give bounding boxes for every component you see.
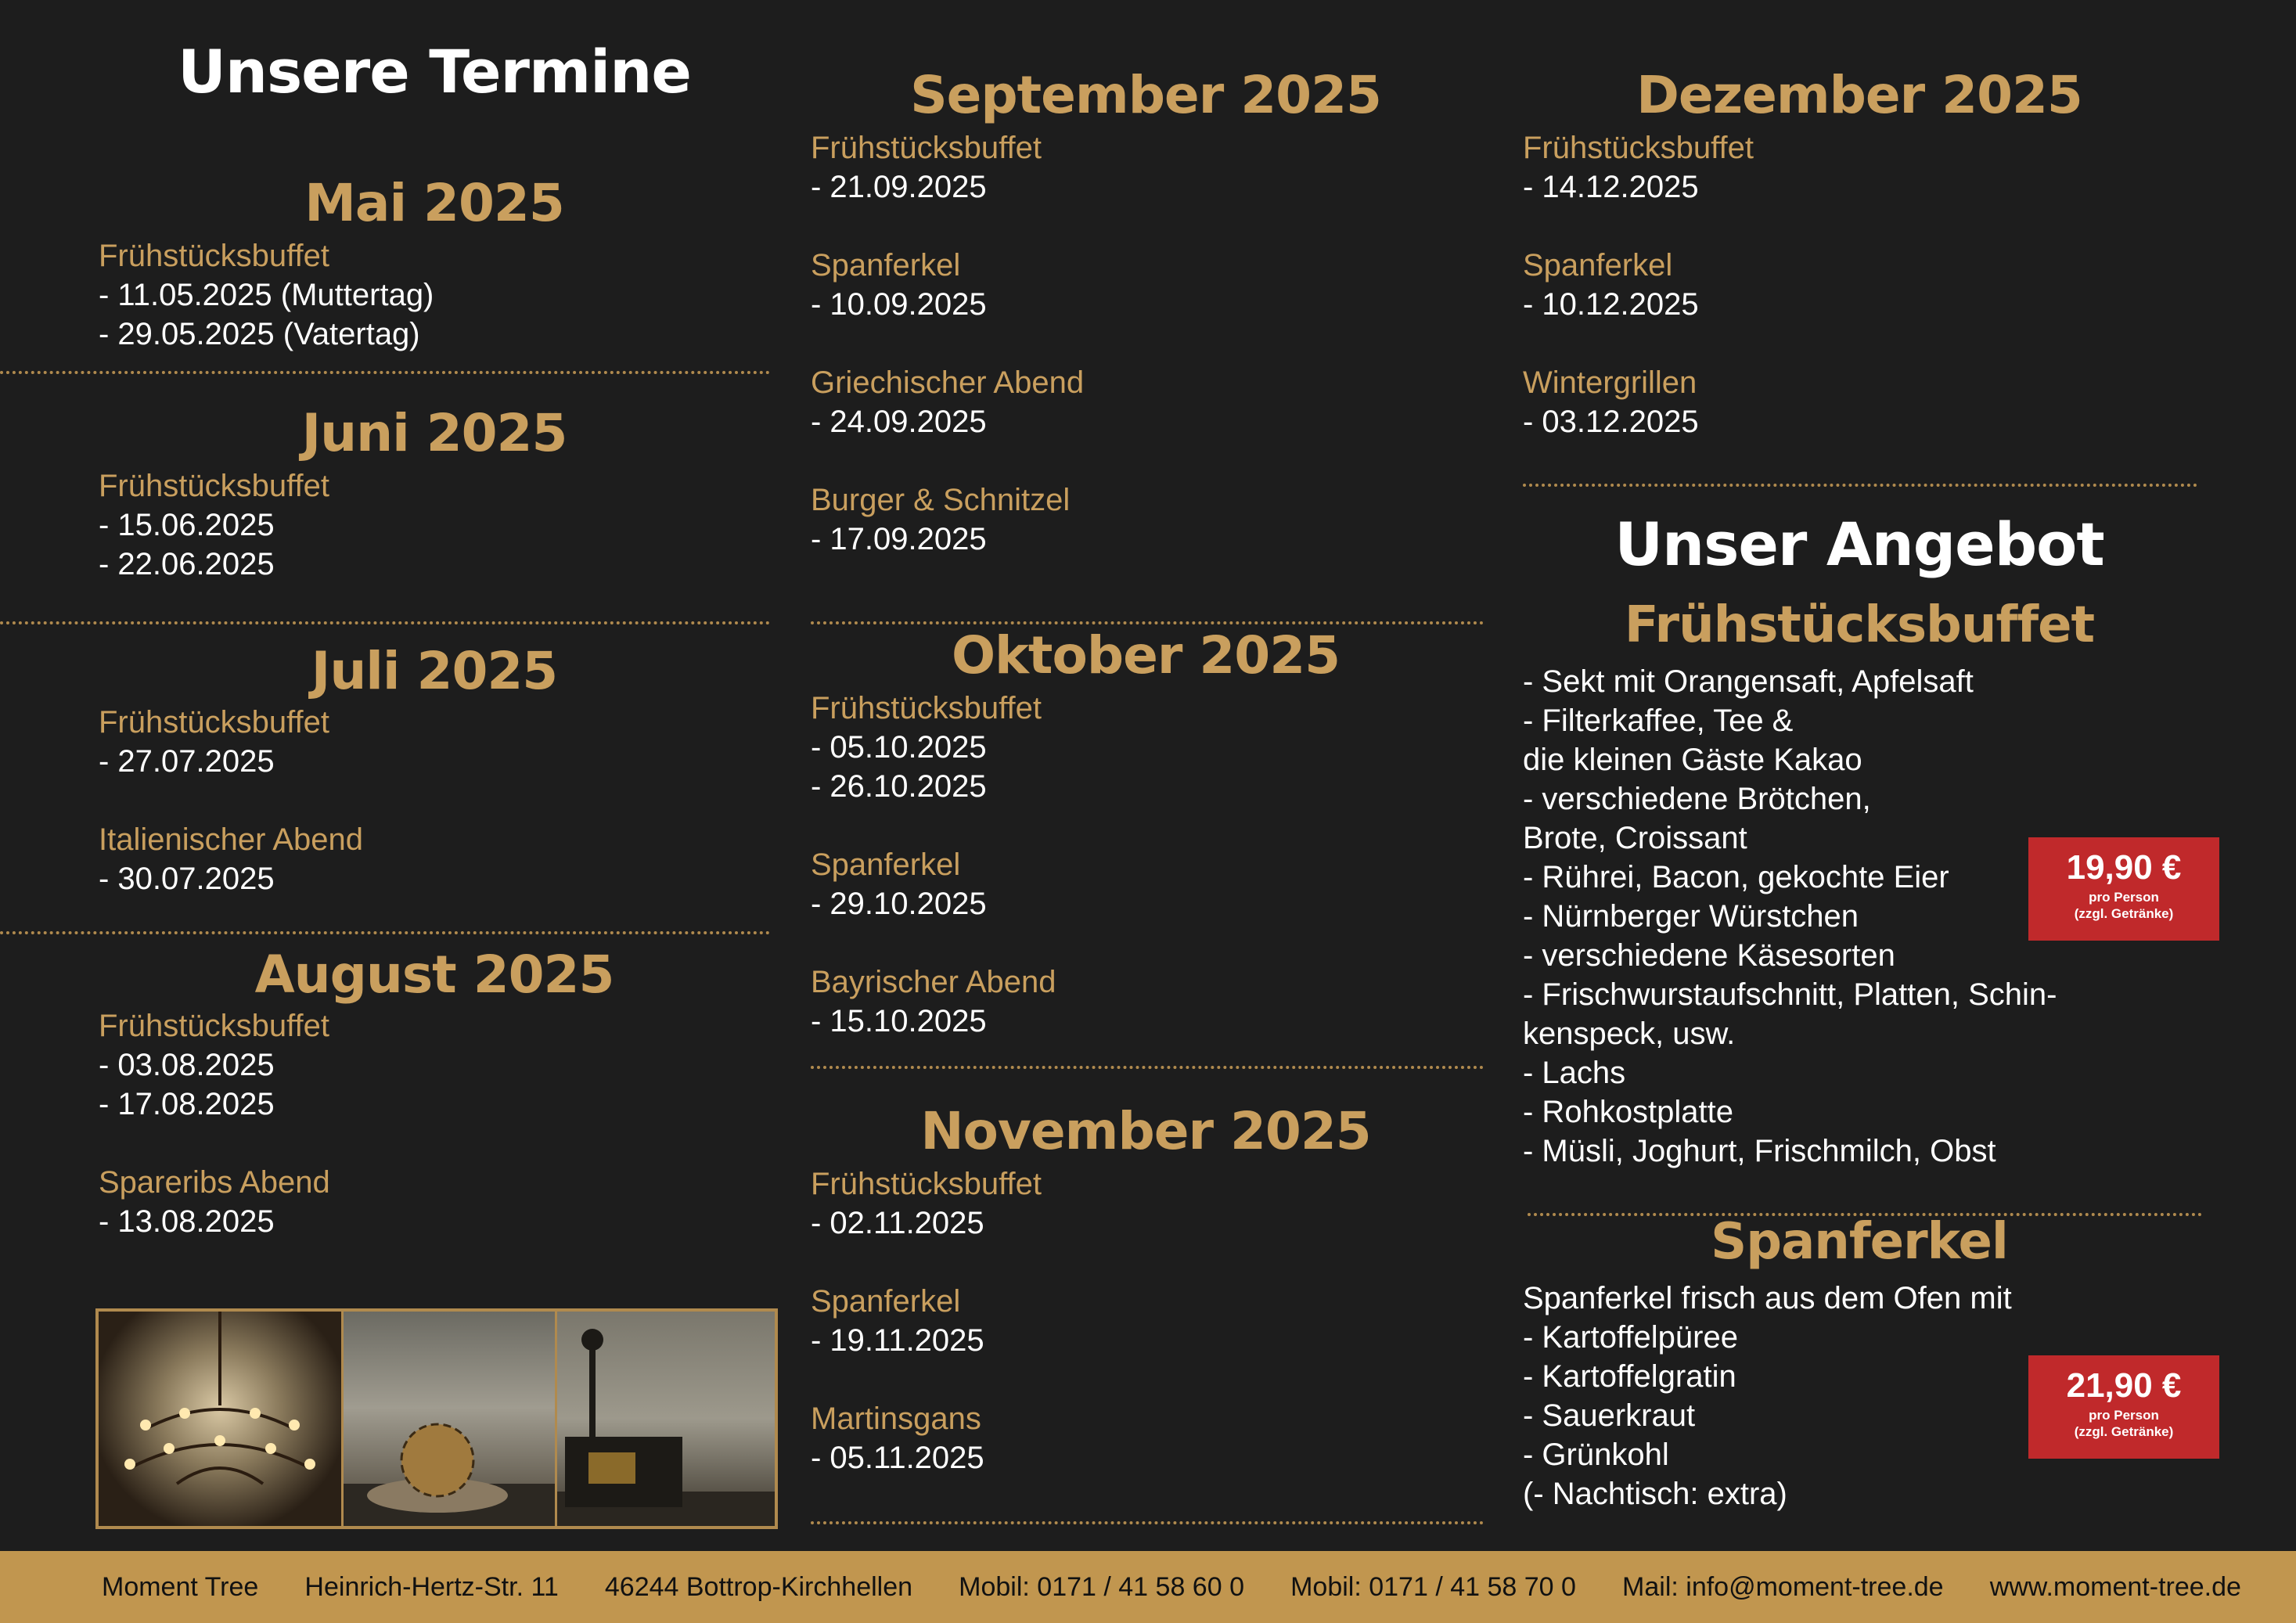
month-title: November 2025 [920, 1101, 1371, 1161]
list-item: - Müsli, Joghurt, Frischmilch, Obst [1523, 1134, 1996, 1168]
event-name: Frühstücksbuffet [1523, 131, 1754, 165]
event-date: - 03.12.2025 [1523, 405, 1699, 439]
event [811, 689, 1056, 806]
list-item: - Sekt mit Orangensaft, Apfelsaft [1523, 664, 1974, 699]
event-name: Frühstücksbuffet [99, 239, 329, 273]
footer-email[interactable]: Mail: info@moment-tree.de [1622, 1571, 1944, 1602]
list-item: - Frischwurstaufschnitt, Platten, Schin- [1523, 977, 2057, 1012]
decor-ball-icon [344, 1312, 555, 1526]
event [811, 363, 1084, 441]
month-oktober [811, 625, 1481, 686]
event-name: Spanferkel [811, 248, 961, 282]
month-oktober-events [811, 689, 1056, 1041]
event [99, 703, 363, 781]
page-title: Unsere Termine [178, 37, 691, 106]
event-date: - 10.09.2025 [811, 287, 987, 322]
month-september-events [811, 128, 1084, 559]
event-name: Burger & Schnitzel [811, 483, 1071, 517]
event-date: - 05.11.2025 [811, 1441, 984, 1475]
event [811, 1164, 1042, 1243]
month-august [0, 947, 869, 1004]
month-title: Dezember 2025 [1636, 65, 2082, 125]
offer-fruehstueck-title: Frühstücksbuffet [1624, 596, 2095, 654]
footer-street: Heinrich-Hertz-Str. 11 [304, 1571, 559, 1602]
footer-business-name: Moment Tree [102, 1571, 259, 1602]
month-juli [0, 643, 869, 700]
event-name: Frühstücksbuffet [99, 705, 329, 740]
month-juni [0, 405, 869, 462]
event-date: - 17.09.2025 [811, 522, 987, 556]
event-name: Bayrischer Abend [811, 965, 1056, 999]
month-juni-events [0, 466, 329, 584]
offer-spanferkel-title: Spanferkel [1711, 1213, 2008, 1271]
list-item: - verschiedene Käsesorten [1523, 938, 1895, 973]
event-date: - 05.10.2025 [811, 730, 987, 765]
list-item: Spanferkel frisch aus dem Ofen mit [1523, 1281, 2012, 1315]
event-date: - 29.05.2025 (Vatertag) [99, 317, 420, 351]
price-amount: 21,90 € [2066, 1366, 2182, 1405]
event-date: - 15.10.2025 [811, 1004, 987, 1038]
event [811, 480, 1084, 559]
offer-title: Unser Angebot [1614, 509, 2104, 579]
event-date: - 26.10.2025 [811, 769, 987, 804]
event-name: Spanferkel [1523, 248, 1673, 282]
event-date: - 02.11.2025 [811, 1206, 984, 1240]
list-item: - Kartoffelpüree [1523, 1320, 1738, 1355]
price-note: (zzgl. Getränke) [2074, 1424, 2174, 1439]
event [811, 845, 1056, 923]
month-mai-events [0, 236, 434, 354]
divider [0, 931, 770, 934]
event-name: Spanferkel [811, 1284, 961, 1319]
footer-phone-1[interactable]: Mobil: 0171 / 41 58 60 0 [959, 1571, 1244, 1602]
list-item: - Kartoffelgratin [1523, 1359, 1736, 1394]
event-date: - 30.07.2025 [99, 862, 275, 896]
chandelier-icon [99, 1312, 341, 1526]
month-mai [0, 175, 869, 232]
month-juli-events [0, 703, 363, 898]
event [1523, 363, 1754, 441]
month-august-events [0, 1006, 330, 1241]
event-date: - 15.06.2025 [99, 508, 275, 542]
photo-strip [95, 1308, 778, 1529]
month-title: Oktober 2025 [951, 625, 1341, 686]
list-item: - Sauerkraut [1523, 1398, 1696, 1433]
event-date: - 14.12.2025 [1523, 170, 1699, 204]
divider [811, 621, 1484, 624]
price-amount: 19,90 € [2066, 848, 2182, 887]
footer-website[interactable]: www.moment-tree.de [1989, 1571, 2241, 1602]
event [99, 820, 363, 898]
event-date: - 10.12.2025 [1523, 287, 1699, 322]
footer-contact-bar [0, 1551, 2296, 1623]
footer-phone-2[interactable]: Mobil: 0171 / 41 58 70 0 [1290, 1571, 1576, 1602]
month-dezember-events [1523, 128, 1754, 441]
month-september [811, 67, 1481, 124]
event-name: Wintergrillen [1523, 365, 1697, 400]
event-date: - 29.10.2025 [811, 887, 987, 921]
list-item: - Filterkaffee, Tee & [1523, 704, 1794, 738]
list-item: kenspeck, usw. [1523, 1017, 1736, 1051]
list-item: (- Nachtisch: extra) [1523, 1477, 1787, 1511]
event-date: - 27.07.2025 [99, 744, 275, 779]
divider [811, 1521, 1484, 1524]
price-badge-spanferkel [2028, 1355, 2219, 1459]
event [811, 1282, 1042, 1360]
month-title: Mai 2025 [304, 173, 564, 233]
lamp-photo [557, 1312, 775, 1526]
event-name: Frühstücksbuffet [811, 691, 1042, 725]
event-name: Frühstücksbuffet [811, 131, 1042, 165]
event-name: Frühstücksbuffet [99, 469, 329, 503]
month-title: September 2025 [910, 65, 1381, 125]
event-name: Griechischer Abend [811, 365, 1085, 400]
event [1523, 246, 1754, 324]
month-title: Juni 2025 [301, 403, 567, 463]
month-title: August 2025 [254, 945, 614, 1005]
lamp-icon [557, 1312, 775, 1526]
event-name: Frühstücksbuffet [99, 1009, 329, 1043]
event [99, 1006, 330, 1124]
month-november-events [811, 1164, 1042, 1477]
list-item: die kleinen Gäste Kakao [1523, 743, 1862, 777]
divider [811, 1066, 1484, 1069]
event [811, 128, 1084, 207]
footer-city: 46244 Bottrop-Kirchhellen [604, 1571, 913, 1602]
list-item: - verschiedene Brötchen, [1523, 782, 1871, 816]
event-date: - 22.06.2025 [99, 547, 275, 581]
price-badge-fruehstueck [2028, 837, 2219, 941]
event-name: Frühstücksbuffet [811, 1167, 1042, 1201]
event [99, 466, 329, 584]
event-date: - 13.08.2025 [99, 1204, 275, 1239]
divider [0, 371, 770, 374]
list-item: - Rührei, Bacon, gekochte Eier [1523, 860, 1949, 894]
event-date: - 19.11.2025 [811, 1323, 984, 1358]
list-item: Brote, Croissant [1523, 821, 1747, 855]
price-per: pro Person [2089, 1408, 2159, 1423]
event-name: Martinsgans [811, 1402, 981, 1436]
event [99, 236, 434, 354]
event [1523, 128, 1754, 207]
list-item: - Rohkostplatte [1523, 1095, 1734, 1129]
event-date: - 24.09.2025 [811, 405, 987, 439]
divider [0, 621, 770, 624]
event-date: - 11.05.2025 (Muttertag) [99, 278, 434, 312]
event [811, 1399, 1042, 1477]
event-name: Spanferkel [811, 847, 961, 882]
list-item: - Lachs [1523, 1056, 1626, 1090]
list-item: - Nürnberger Würstchen [1523, 899, 1859, 934]
chandelier-photo [99, 1312, 341, 1526]
price-note: (zzgl. Getränke) [2074, 906, 2174, 921]
month-november [811, 1103, 1481, 1161]
price-per: pro Person [2089, 890, 2159, 905]
event-name: Spareribs Abend [99, 1165, 330, 1200]
month-title: Juli 2025 [311, 641, 558, 701]
month-dezember [1523, 67, 2196, 124]
list-item: - Grünkohl [1523, 1438, 1669, 1472]
event [99, 1163, 330, 1241]
event-date: - 17.08.2025 [99, 1087, 275, 1121]
event-date: - 03.08.2025 [99, 1048, 275, 1082]
event [811, 963, 1056, 1041]
event [811, 246, 1084, 324]
event-date: - 21.09.2025 [811, 170, 987, 204]
divider [1523, 484, 2197, 487]
event-name: Italienischer Abend [99, 822, 364, 857]
decor-ball-photo [341, 1312, 557, 1526]
